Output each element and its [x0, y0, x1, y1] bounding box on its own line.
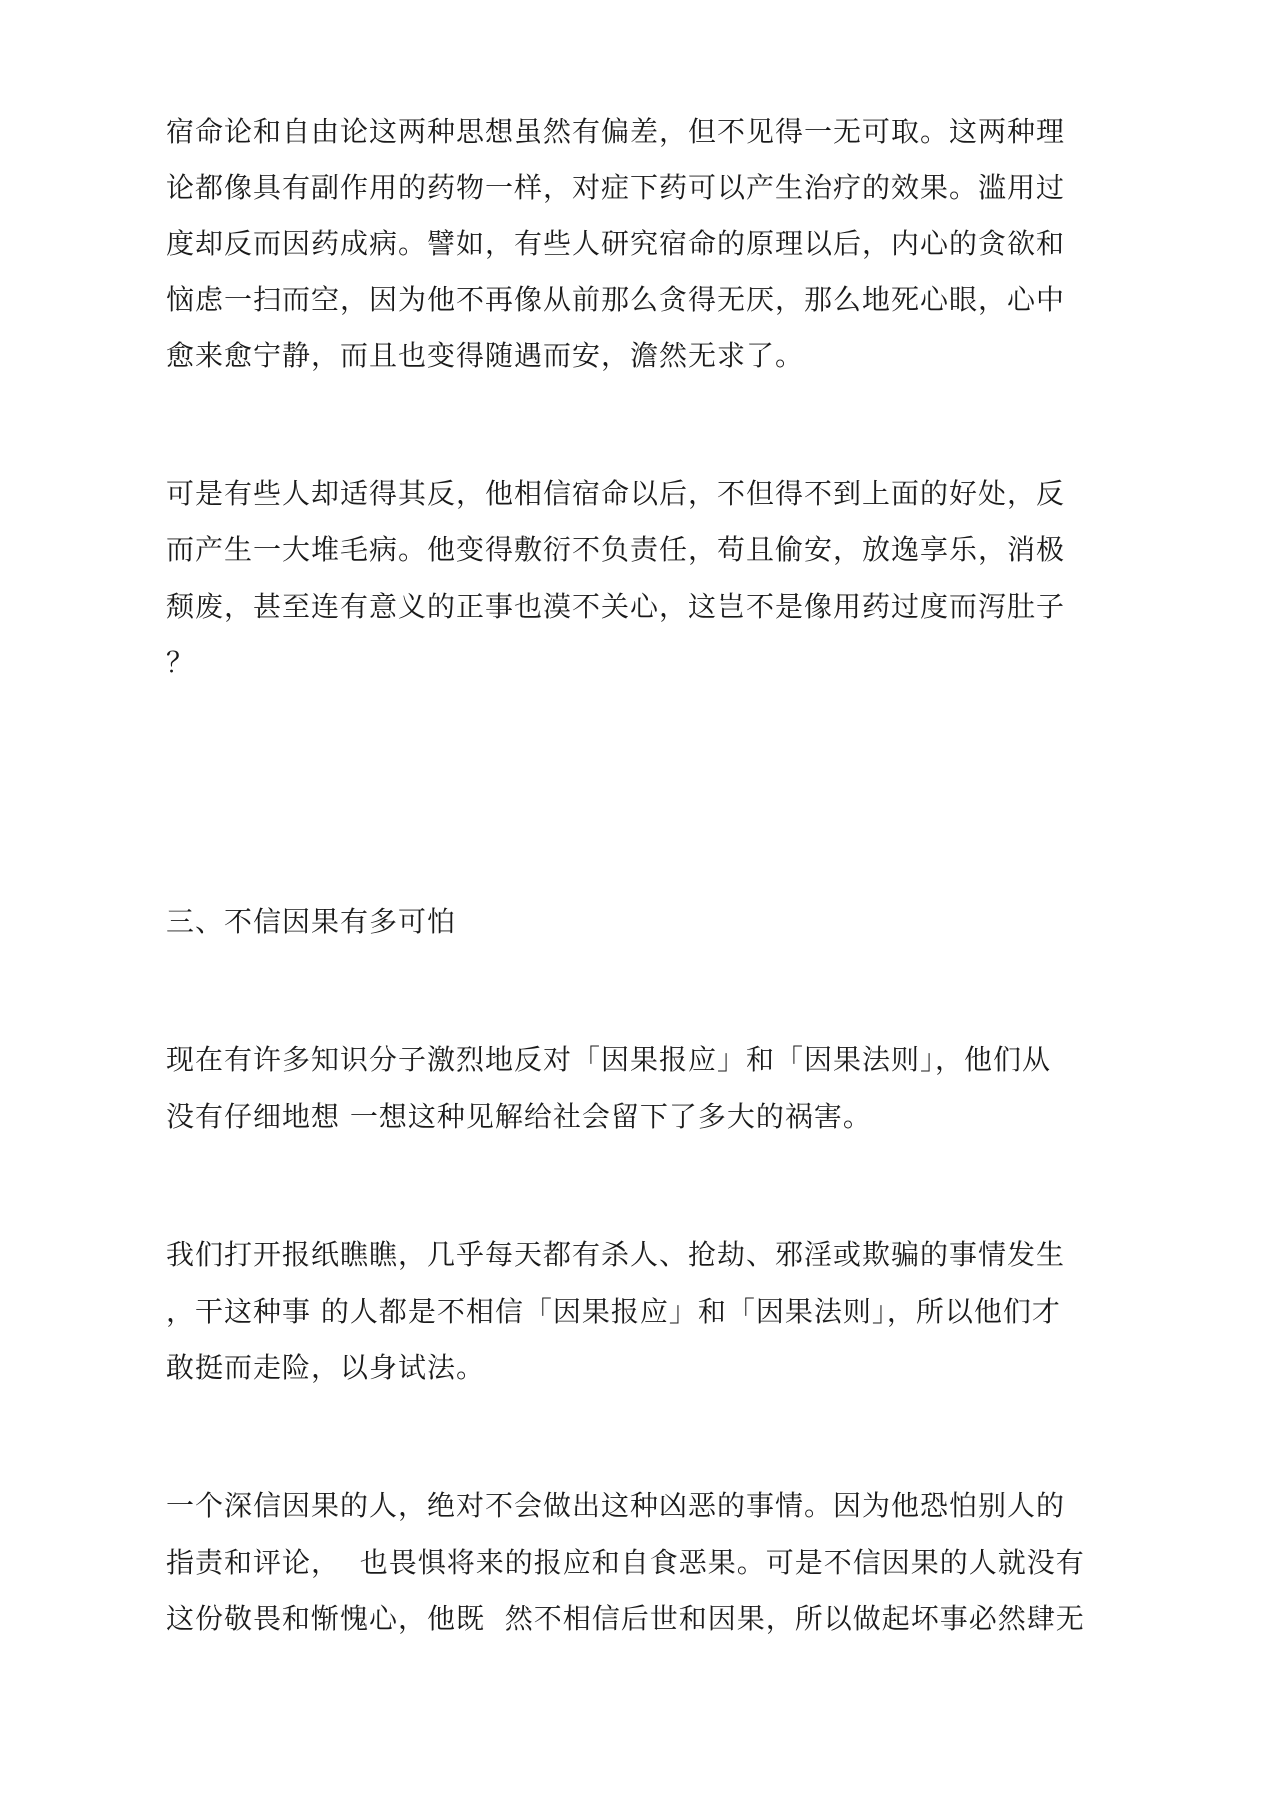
paragraph-1-line-3: 度却反而因药成病。譬如，有些人研究宿命的原理以后，内心的贪欲和	[166, 227, 1066, 260]
paragraph-4-line-1: 我们打开报纸瞧瞧，几乎每天都有杀人、抢劫、邪淫或欺骗的事情发生	[166, 1238, 1066, 1271]
paragraph-1-line-4: 恼虑一扫而空，因为他不再像从前那么贪得无厌，那么地死心眼，心中	[166, 283, 1066, 316]
paragraph-5-line-2: 指责和评论， 也畏惧将来的报应和自食恶果。可是不信因果的人就没有	[166, 1546, 1085, 1579]
paragraph-2-line-1: 可是有些人却适得其反，他相信宿命以后，不但得不到上面的好处，反	[166, 477, 1066, 510]
paragraph-1-line-5: 愈来愈宁静，而且也变得随遇而安，澹然无求了。	[166, 339, 805, 372]
paragraph-4-line-2: ，干这种事 的人都是不相信「因果报应」和「因果法则」，所以他们才	[166, 1295, 1061, 1328]
paragraph-4-line-3: 敢挺而走险，以身试法。	[166, 1351, 486, 1384]
paragraph-2-line-3: 颓废，甚至连有意义的正事也漠不关心，这岂不是像用药过度而泻肚子	[166, 590, 1066, 623]
paragraph-1-line-1: 宿命论和自由论这两种思想虽然有偏差，但不见得一无可取。这两种理	[166, 115, 1066, 148]
paragraph-3-line-2: 没有仔细地想 一想这种见解给社会留下了多大的祸害。	[166, 1100, 872, 1133]
paragraph-2-line-2: 而产生一大堆毛病。他变得敷衍不负责任，苟且偷安，放逸享乐，消极	[166, 533, 1066, 566]
paragraph-5-line-1: 一个深信因果的人，绝对不会做出这种凶恶的事情。因为他恐怕别人的	[166, 1489, 1066, 1522]
paragraph-3-line-1: 现在有许多知识分子激烈地反对「因果报应」和「因果法则」，他们从	[166, 1043, 1052, 1076]
paragraph-5-line-3: 这份敬畏和惭愧心，他既 然不相信后世和因果，所以做起坏事必然肆无	[166, 1602, 1085, 1635]
paragraph-2-line-4: ？	[166, 646, 196, 679]
paragraph-1-line-2: 论都像具有副作用的药物一样，对症下药可以产生治疗的效果。滥用过	[166, 171, 1066, 204]
section-heading: 三、不信因果有多可怕	[166, 905, 457, 938]
